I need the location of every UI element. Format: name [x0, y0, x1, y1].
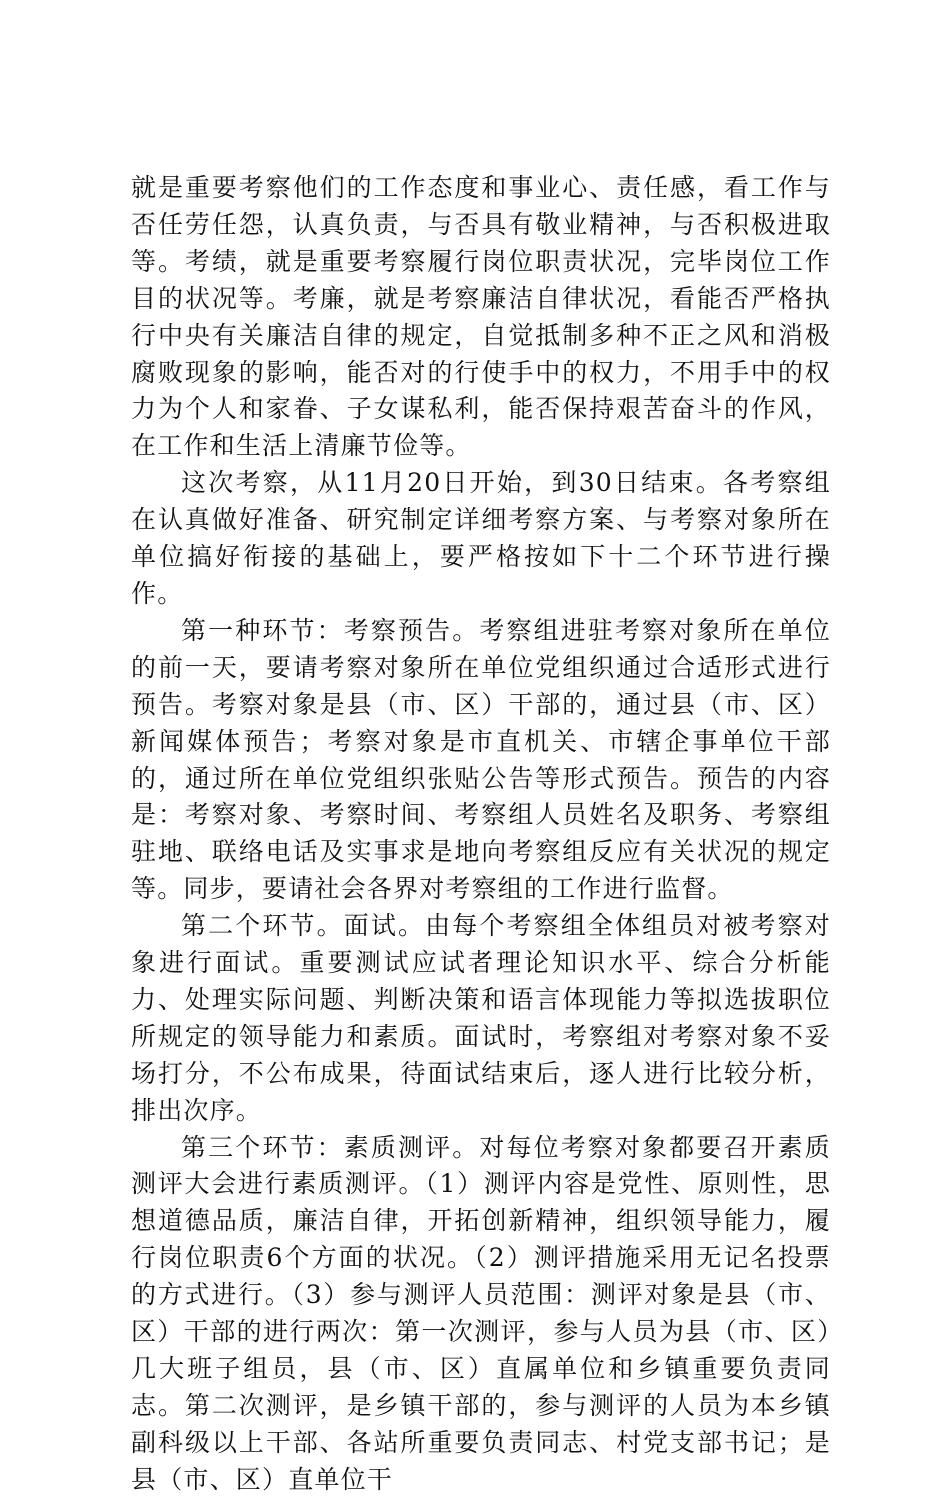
paragraph-3: 第一种环节：考察预告。考察组进驻考察对象所在单位的前一天，要请考察对象所在单位党组织通过合适形式进行预告。考察对象是县（市、区）干部的，通过县（市、区）新闻媒体预告；考察对象是市直机关、市辖企事单位干部的，通过所在单位党组织张贴公告等形式预告。预告的内容是：考察对象、考察时间、考察组人员姓名及职务、考察组驻地、联络电话及实事求是地向考察组反应有关状况的规定等。同步，要请社会各界对考察组的工作进行监督。	[131, 615, 831, 904]
paragraph-2: 这次考察，从11月20日开始，到30日结束。各考察组在认真做好准备、研究制定详细考察方案、与考察对象所在单位搞好衔接的基础上，要严格按如下十二个环节进行操作。	[131, 468, 831, 608]
paragraph-4: 第二个环节。面试。由每个考察组全体组员对被考察对象进行面试。重要测试应试者理论知识水平、综合分析能力、处理实际问题、判断决策和语言体现能力等拟选拔职位所规定的领导能力和素质。面试时，考察组对考察对象不妥场打分，不公布成果，待面试结束后，逐人进行比较分析，排出次序。	[131, 911, 831, 1125]
paragraph-1: 就是重要考察他们的工作态度和事业心、责任感，看工作与否任劳任怨，认真负责，与否具有敬业精神，与否积极进取等。考绩，就是重要考察履行岗位职责状况，完毕岗位工作目的状况等。考廉，就是考察廉洁自律状况，看能否严格执行中央有关廉洁自律的规定，自觉抵制多种不正之风和消极腐败现象的影响，能否对的行使手中的权力，不用手中的权力为个人和家眷、子女谋私利，能否保持艰苦奋斗的作风，在工作和生活上清廉节俭等。	[131, 173, 831, 461]
paragraph-5: 第三个环节：素质测评。对每位考察对象都要召开素质测评大会进行素质测评。（1）测评内容是党性、原则性，思想道德品质，廉洁自律，开拓创新精神，组织领导能力，履行岗位职责6个方面的状况。（2）测评措施采用无记名投票的方式进行。（3）参与测评人员范围：测评对象是县（市、区）干部的进行两次：第一次测评，参与人员为县（市、区）几大班子组员，县（市、区）直属单位和乡镇重要负责同志。第二次测评，是乡镇干部的，参与测评的人员为本乡镇副科级以上干部、各站所重要负责同志、村党支部书记；是县（市、区）直单位干	[131, 1132, 831, 1494]
document-page	[131, 170, 831, 1499]
